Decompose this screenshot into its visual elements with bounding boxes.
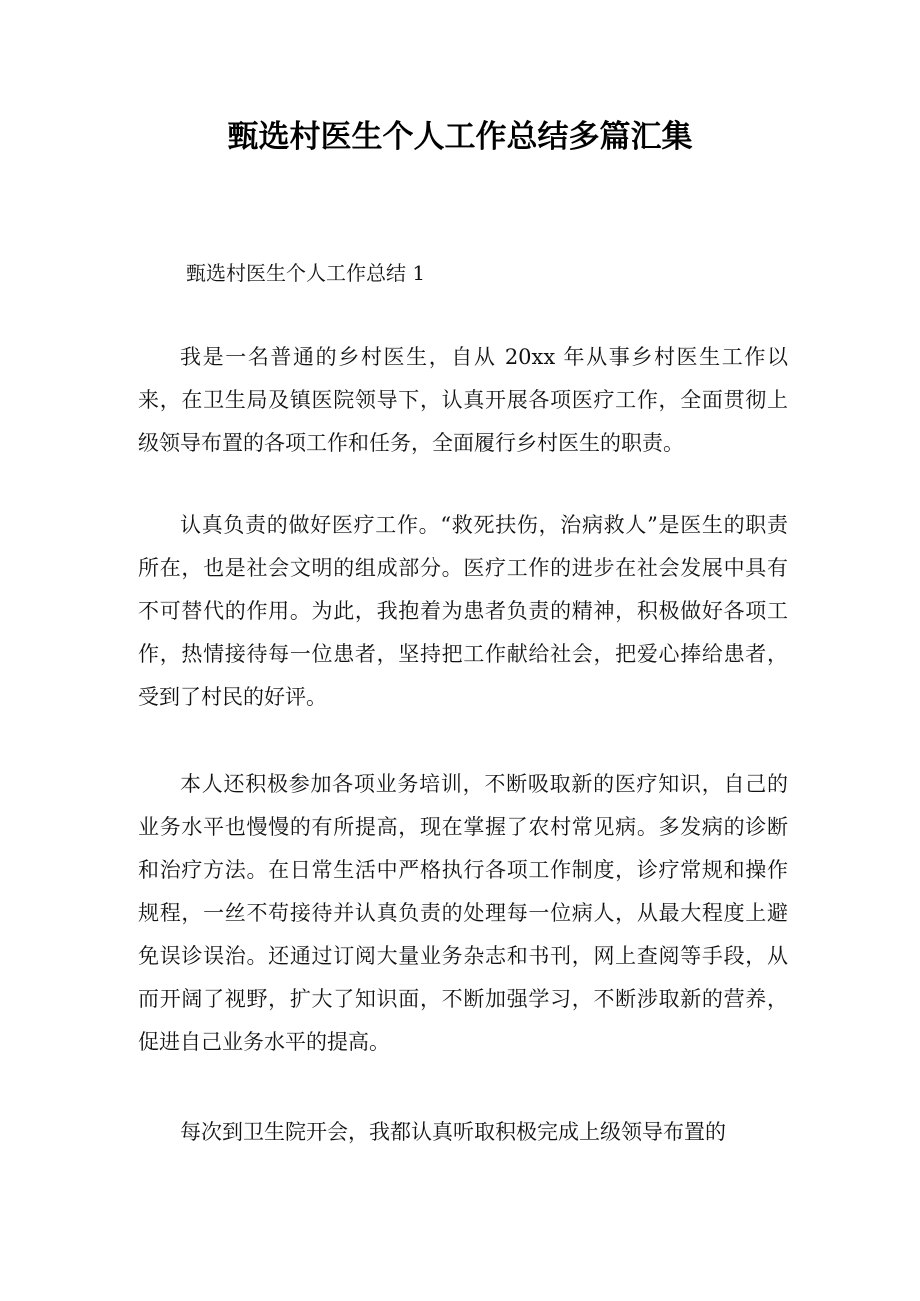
paragraph: 每次到卫生院开会，我都认真听取积极完成上级领导布置的 <box>180 1120 726 1144</box>
paragraph: 我是一名普通的乡村医生，自从 20xx 年从事乡村医生工作以来，在卫生局及镇医院领导下，认真开展各项医疗工作，全面贯彻上级领导布置的各项工作和任务，全面履行乡村医生的职责。 <box>138 345 788 455</box>
section-heading: 甄选村医生个人工作总结 1 <box>186 261 426 285</box>
document-title: 甄选村医生个人工作总结多篇汇集 <box>227 119 693 155</box>
paragraph: 本人还积极参加各项业务培训，不断吸取新的医疗知识，自己的业务水平也慢慢的有所提高，现在掌握了农村常见病。多发病的诊断和治疗方法。在日常生活中严格执行各项工作制度，诊疗常规和操作规程，一丝不苟接待并认真负责的处理每一位病人，从最大程度上避免误诊误治。还通过订阅大量业务杂志和书刊，网上查阅等手段，从而开阔了视野，扩大了知识面，不断加强学习，不断涉取新的营养，促进自己业务水平的提高。 <box>138 772 788 1054</box>
paragraph: 认真负责的做好医疗工作。“救死扶伤，治病救人”是医生的职责所在，也是社会文明的组成部分。医疗工作的进步在社会发展中具有不可替代的作用。为此，我抱着为患者负责的精神，积极做好各项工作，热情接待每一位患者，坚持把工作献给社会，把爱心捧给患者，受到了村民的好评。 <box>138 513 788 709</box>
